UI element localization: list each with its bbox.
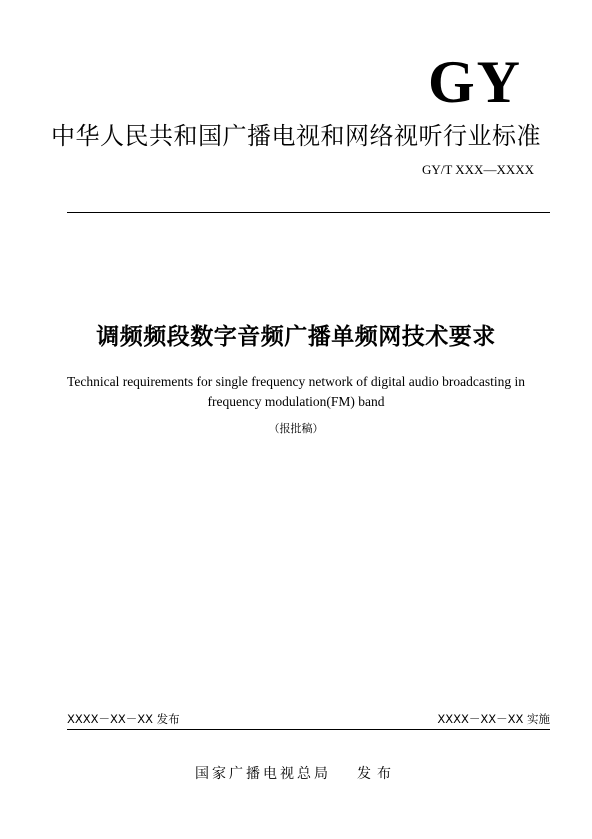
issue-verb: 发布 [357,766,397,782]
standard-code: GY/T XXX—XXXX [421,162,534,177]
release-date: XXXX－XX－XX 发布 [67,712,180,726]
implementation-date: XXXX－XX－XX 实施 [437,712,550,726]
issuing-authority: 国家广播电视总局 [195,766,331,782]
industry-standard-title: 中华人民共和国广播电视和网络视听行业标准 [51,122,541,150]
english-title [50,372,542,412]
issuer-line [0,764,592,784]
footer-divider [67,729,550,730]
english-title-line-2: frequency modulation(FM) band [207,394,385,409]
chinese-title: 调频频段数字音频广播单频网技术要求 [96,324,496,350]
english-title-line-1: Technical requirements for single frequency network of digital audio broadcasting in [67,374,525,389]
draft-status: （报批稿） [268,422,324,435]
header-divider [67,212,550,213]
gy-logo: GY [428,49,522,115]
